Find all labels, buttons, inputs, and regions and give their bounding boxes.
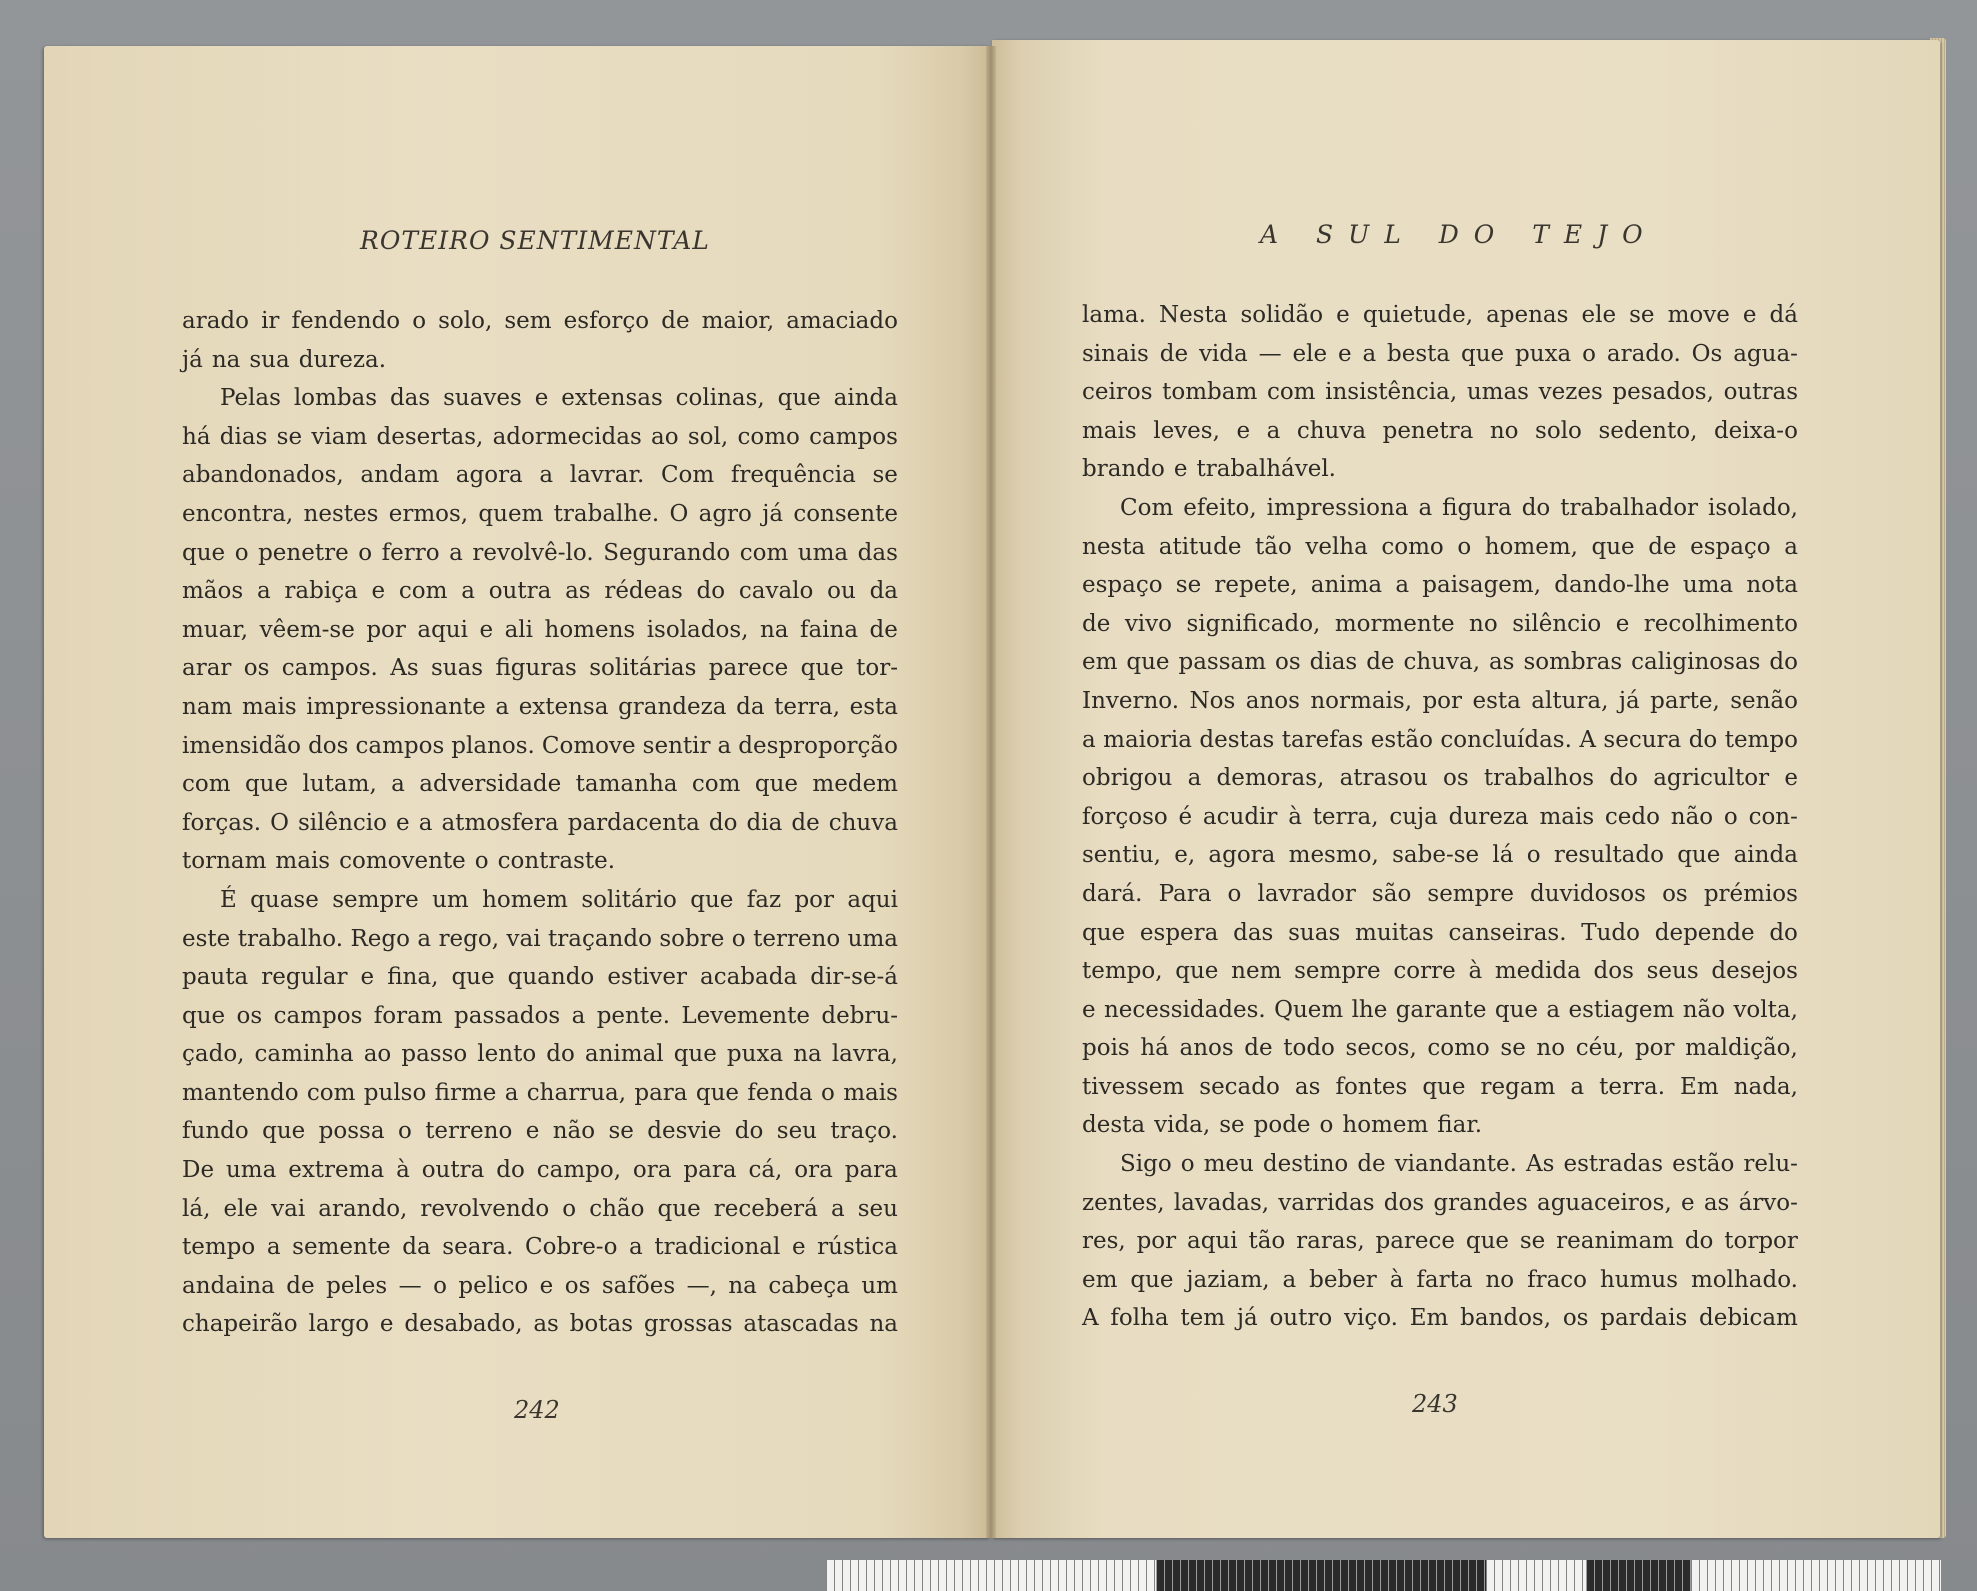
text-line: abandonados, andam agora a lavrar. Com frequência se <box>182 462 898 489</box>
text-line: com que lutam, a adversidade tamanha com que medem <box>182 771 898 798</box>
text-line: lama. Nesta solidão e quietude, apenas ele se move e dá <box>1082 302 1798 328</box>
text-line: que o penetre o ferro a revolvê-lo. Segurando com uma das <box>182 539 898 566</box>
text-line: dará. Para o lavrador são sempre duvidosos os prémios <box>1082 880 1798 907</box>
text-line: em que jaziam, a beber à farta no fraco humus molhado. <box>1082 1266 1798 1293</box>
text-line: fundo que possa o terreno e não se desvie do seu traço. <box>182 1118 898 1145</box>
text-line: pauta regular e fina, que quando estiver acabada dir-se-á <box>182 964 898 991</box>
text-line: de vivo significado, mormente no silêncio e recolhimento <box>1082 610 1798 637</box>
left-page <box>44 46 990 1538</box>
text-line: nam mais impressionante a extensa grandeza da terra, esta <box>182 693 898 720</box>
ruler-segment-dark <box>1156 1560 1486 1591</box>
text-line: pois há anos de todo secos, como se no céu, por maldição, <box>1082 1035 1798 1062</box>
left-running-head: ROTEIRO SENTIMENTAL <box>360 226 710 255</box>
text-line: A folha tem já outro viço. Em bandos, os pardais debicam <box>1082 1305 1798 1332</box>
text-line: De uma extrema à outra do campo, ora para cá, ora para <box>182 1157 898 1184</box>
text-line: tempo a semente da seara. Cobre-o a tradicional e rústica <box>182 1234 898 1261</box>
text-line: É quase sempre um homem solitário que faz por aqui <box>220 886 898 913</box>
text-line: espaço se repete, anima a paisagem, dando-lhe uma nota <box>1082 572 1798 599</box>
text-line: em que passam os dias de chuva, as sombras caliginosas do <box>1082 649 1798 676</box>
text-line: tivessem secado as fontes que regam a terra. Em nada, <box>1082 1073 1798 1100</box>
text-line: encontra, nestes ermos, quem trabalhe. O agro já consente <box>182 500 898 527</box>
ruler-segment-light <box>1691 1560 1941 1591</box>
text-line: forças. O silêncio e a atmosfera pardacenta do dia de chuva <box>182 809 898 836</box>
text-line: tornam mais comovente o contraste. <box>182 848 616 875</box>
text-line: mãos a rabiça e com a outra as rédeas do cavalo ou da <box>182 578 898 605</box>
text-line: chapeirão largo e desabado, as botas grossas atascadas na <box>182 1311 898 1338</box>
text-line: sinais de vida — ele e a besta que puxa o arado. Os agua- <box>1082 340 1798 367</box>
text-line: desta vida, se pode o homem fiar. <box>1082 1112 1483 1139</box>
text-line: a maioria destas tarefas estão concluídas. A secura do tempo <box>1082 726 1798 753</box>
text-line: que espera das suas muitas canseiras. Tudo depende do <box>1082 919 1798 946</box>
scale-ruler <box>826 1560 1941 1591</box>
left-body-text <box>182 302 898 1344</box>
text-line: Com efeito, impressiona a figura do trabalhador isolado, <box>1120 494 1798 521</box>
text-line: Pelas lombas das suaves e extensas colinas, que ainda <box>220 385 898 412</box>
text-line: mais leves, e a chuva penetra no solo sedento, deixa-o <box>1082 417 1798 444</box>
text-line: e necessidades. Quem lhe garante que a estiagem não volta, <box>1082 996 1798 1023</box>
text-line: já na sua dureza. <box>182 346 387 373</box>
ruler-segment-light <box>826 1560 1156 1591</box>
text-line: tempo, que nem sempre corre à medida dos seus desejos <box>1082 958 1798 985</box>
text-line: ceiros tombam com insistência, umas vezes pesados, outras <box>1082 379 1798 406</box>
book-gutter <box>986 46 996 1538</box>
text-line: Inverno. Nos anos normais, por esta altura, já parte, senão <box>1082 687 1798 714</box>
right-page <box>992 40 1940 1538</box>
text-line: imensidão dos campos planos. Comove sentir a desproporção <box>182 732 898 759</box>
text-line: zentes, lavadas, varridas dos grandes aguaceiros, e as árvo- <box>1082 1189 1798 1216</box>
text-line: muar, vêem-se por aqui e ali homens isolados, na faina de <box>182 616 898 643</box>
ruler-segment-dark <box>1586 1560 1691 1591</box>
text-line: este trabalho. Rego a rego, vai traçando sobre o terreno uma <box>182 925 898 952</box>
text-line: há dias se viam desertas, adormecidas ao sol, como campos <box>182 423 898 450</box>
text-line: que os campos foram passados a pente. Levemente debru- <box>182 1002 898 1029</box>
text-line: arar os campos. As suas figuras solitárias parece que tor- <box>182 655 898 682</box>
left-page-number: 242 <box>514 1396 560 1424</box>
text-line: çado, caminha ao passo lento do animal que puxa na lavra, <box>182 1041 898 1068</box>
text-line: mantendo com pulso firme a charrua, para que fenda o mais <box>182 1079 898 1106</box>
right-page-number: 243 <box>1412 1390 1458 1418</box>
text-line: andaina de peles — o pelico e os safões —, na cabeça um <box>182 1272 898 1299</box>
right-running-head: A SUL DO TEJO <box>1260 220 1658 249</box>
text-line: forçoso é acudir à terra, cuja dureza mais cedo não o con- <box>1082 803 1798 830</box>
text-line: lá, ele vai arando, revolvendo o chão que receberá a seu <box>182 1195 898 1222</box>
text-line: Sigo o meu destino de viandante. As estradas estão relu- <box>1120 1151 1798 1178</box>
text-line: nesta atitude tão velha como o homem, que de espaço a <box>1082 533 1798 560</box>
text-line: arado ir fendendo o solo, sem esforço de maior, amaciado <box>182 308 898 334</box>
text-line: brando e trabalhável. <box>1082 456 1336 483</box>
text-line: obrigou a demoras, atrasou os trabalhos do agricultor e <box>1082 765 1798 792</box>
text-line: sentiu, e, agora mesmo, sabe-se lá o resultado que ainda <box>1082 842 1798 869</box>
right-body-text <box>1082 296 1798 1338</box>
text-line: res, por aqui tão raras, parece que se reanimam do torpor <box>1082 1228 1798 1255</box>
ruler-segment-light <box>1486 1560 1586 1591</box>
